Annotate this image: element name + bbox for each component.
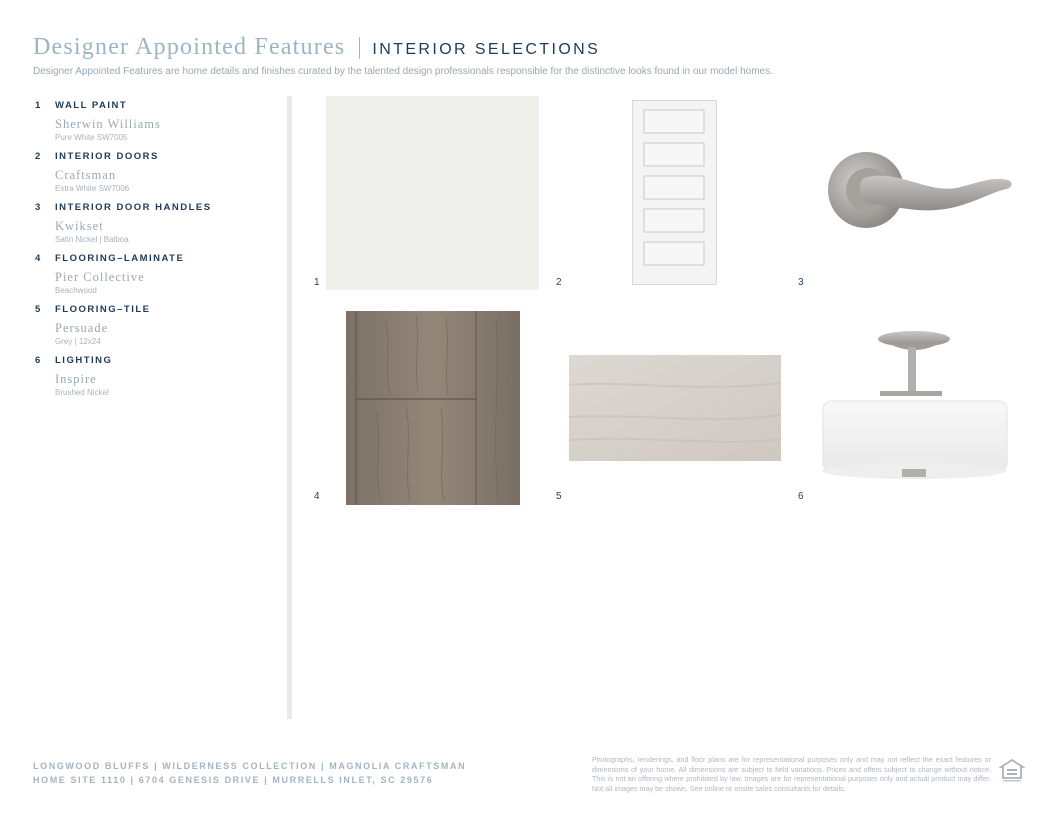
selection-item <box>35 304 275 355</box>
selection-number: 4 <box>35 253 42 264</box>
selection-brand: Persuade <box>55 321 109 335</box>
page-title: Designer Appointed Features <box>33 34 346 60</box>
door-handle-image <box>826 148 1014 230</box>
tile-image <box>569 355 781 461</box>
selection-category: INTERIOR DOORS <box>55 151 159 162</box>
selection-category: LIGHTING <box>55 355 113 366</box>
page-title-row <box>33 34 600 61</box>
selection-number: 5 <box>35 304 42 315</box>
selection-category: FLOORING–LAMINATE <box>55 253 185 264</box>
vertical-divider <box>287 96 292 719</box>
selections-list <box>35 100 275 406</box>
selection-detail: Extra White SW7006 <box>55 184 130 193</box>
interior-door-image <box>632 100 717 285</box>
community-address <box>33 759 466 787</box>
page-subtitle: Designer Appointed Features are home details and finishes curated by the talented design professionals responsible for the distinctive looks found in our model homes. <box>33 66 773 77</box>
selection-number: 2 <box>35 151 42 162</box>
selection-category: WALL PAINT <box>55 100 128 111</box>
gallery-number: 2 <box>556 277 562 288</box>
gallery-number: 1 <box>314 277 320 288</box>
selection-detail: Brushed Nickel <box>55 388 109 397</box>
wall-paint-swatch-image <box>326 96 539 290</box>
gallery-number: 6 <box>798 491 804 502</box>
selection-item <box>35 355 275 406</box>
selection-item <box>35 100 275 151</box>
address-line-1: LONGWOOD BLUFFS | WILDERNESS COLLECTION | MAGNOLIA CRAFTSMAN <box>33 761 467 771</box>
gallery-number: 5 <box>556 491 562 502</box>
selection-brand: Pier Collective <box>55 270 145 284</box>
selection-category: INTERIOR DOOR HANDLES <box>55 202 212 213</box>
selection-number: 3 <box>35 202 42 213</box>
gallery-number: 3 <box>798 277 804 288</box>
selection-brand: Sherwin Williams <box>55 117 161 131</box>
selection-item <box>35 202 275 253</box>
selection-detail: Pure White SW7005 <box>55 133 128 142</box>
ceiling-light-image <box>822 329 1008 484</box>
selection-detail: Beachwood <box>55 286 97 295</box>
selection-item <box>35 253 275 304</box>
selection-category: FLOORING–TILE <box>55 304 151 315</box>
selection-brand: Inspire <box>55 372 97 386</box>
selection-brand: Kwikset <box>55 219 104 233</box>
laminate-flooring-image <box>346 311 520 505</box>
equal-housing-icon <box>999 758 1025 784</box>
title-divider <box>359 37 360 59</box>
legal-disclaimer: Photographs, renderings, and floor plans are for representational purposes only and may not reflect the exact features or dimensions of your home. All dimensions are subject to field variations. Prices and offers subject to change without notice. This is not an offering where prohibited by law. Images are for representational purposes only and actual product may differ. Not all images may be shown. See online or onsite sales consultants for details. <box>592 755 991 793</box>
address-line-2: HOME SITE 1110 | 6704 GENESIS DRIVE | MURRELLS INLET, SC 29576 <box>33 775 434 785</box>
selection-item <box>35 151 275 202</box>
section-title: INTERIOR SELECTIONS <box>372 41 601 58</box>
selection-detail: Grey | 12x24 <box>55 337 101 346</box>
gallery-number: 4 <box>314 491 320 502</box>
selection-number: 6 <box>35 355 42 366</box>
selection-brand: Craftsman <box>55 168 117 182</box>
selection-detail: Satin Nickel | Balboa <box>55 235 129 244</box>
selection-number: 1 <box>35 100 42 111</box>
